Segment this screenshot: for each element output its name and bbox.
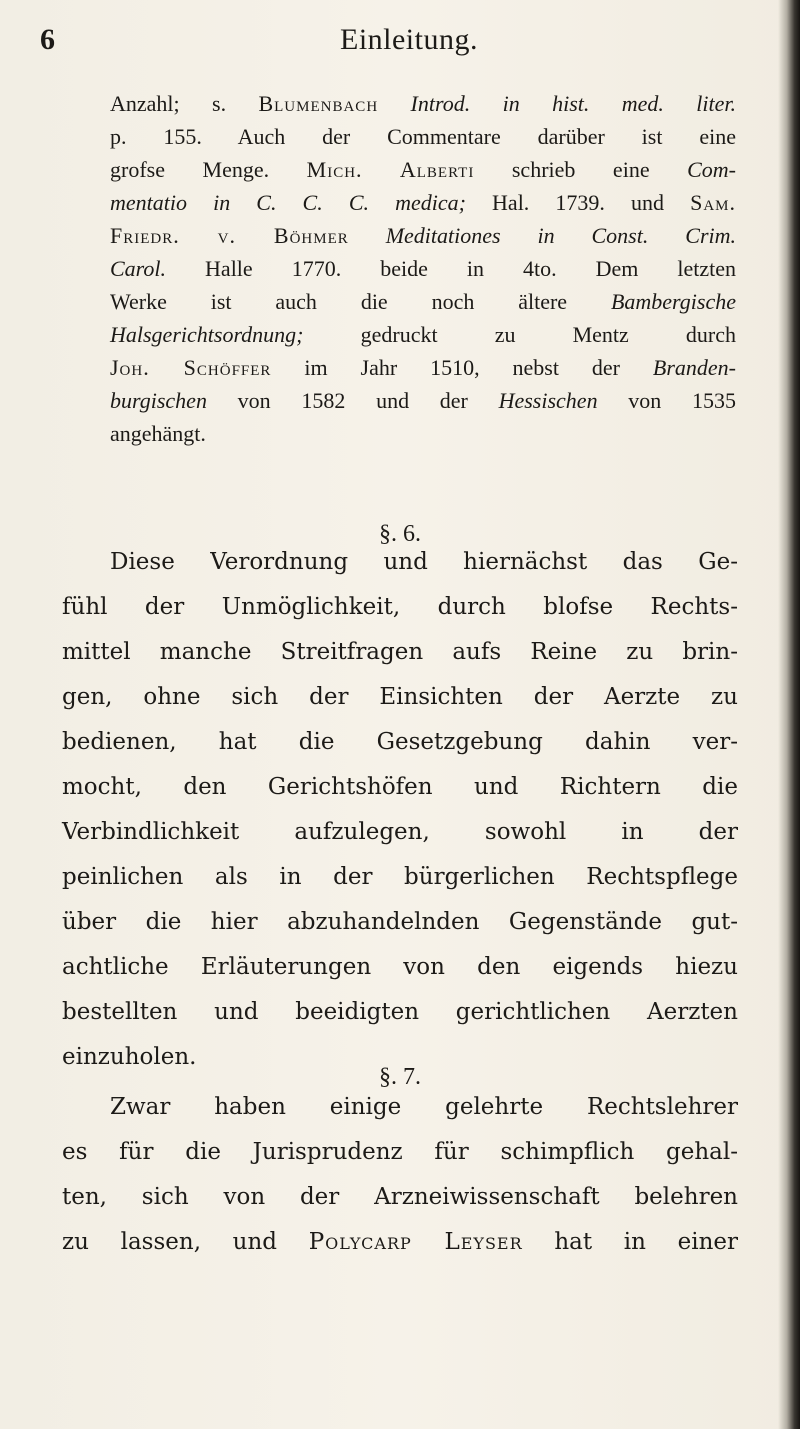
note-text-run: schrieb eine: [474, 157, 688, 182]
note-text-run: Joh. Schöffer: [110, 355, 272, 380]
section-7-line: [62, 1130, 738, 1175]
note-text-run: Halle 1770. beide in 4to. Dem letzten: [166, 256, 736, 281]
note-line: [110, 351, 736, 384]
note-text-run: Com-: [687, 157, 736, 182]
footnote-block: [110, 87, 736, 450]
section-7-line: [62, 1085, 738, 1130]
note-line: [110, 153, 736, 186]
note-text-run: Werke ist auch die noch ältere: [110, 289, 611, 314]
section-7-text-run: zu lassen, und: [62, 1229, 309, 1255]
section-7-text-run: ten, sich von der Arzneiwissenschaft belehren: [62, 1184, 738, 1210]
section-6-line: mocht, den Gerichtshöfen und Richtern die: [62, 774, 738, 800]
note-text-run: Friedr. v. Böhmer: [110, 223, 349, 248]
section-6-line: bedienen, hat die Gesetzgebung dahin ver-: [62, 729, 738, 755]
section-6-line: bestellten und beeidigten gerichtlichen Aerzten: [62, 999, 738, 1025]
note-text-run: Hal. 1739. und: [465, 190, 691, 215]
note-text-run: [378, 91, 410, 116]
note-text-run: burgischen: [110, 388, 207, 413]
note-text-run: Mich. Alberti: [306, 157, 475, 182]
note-line: [110, 384, 736, 417]
note-text-run: im Jahr 1510, nebst der: [271, 355, 653, 380]
section-6-line: peinlichen als in der bürgerlichen Rechtspflege: [62, 864, 738, 890]
note-text-run: mentatio in C. C. C. medica;: [110, 190, 466, 215]
note-line: [110, 120, 736, 153]
section-7-line: [62, 1220, 738, 1265]
note-text-run: Introd. in hist. med. liter.: [410, 91, 737, 116]
section-6-line: achtliche Erläuterungen von den eigends hiezu: [62, 954, 738, 980]
running-title: Einleitung.: [340, 23, 478, 56]
note-text-run: Carol.: [110, 256, 167, 281]
note-text-run: Blumenbach: [258, 91, 379, 116]
section-6-line: einzuholen.: [62, 1044, 197, 1070]
note-text-run: von 1582 und der: [206, 388, 499, 413]
note-text-run: Hessischen: [498, 388, 598, 413]
note-text-run: grofse Menge.: [110, 157, 307, 182]
note-text-run: Anzahl; s.: [110, 91, 259, 116]
section-6-line: mittel manche Streitfragen aufs Reine zu brin-: [62, 639, 738, 665]
note-text-run: angehängt.: [110, 421, 206, 446]
note-text-run: [349, 223, 386, 248]
note-text-run: p. 155. Auch der Commentare darüber ist eine: [110, 124, 736, 149]
section-6-line: über die hier abzuhandelnden Gegenstände gut-: [62, 909, 738, 935]
note-line: [110, 219, 736, 252]
note-line: [110, 87, 736, 120]
note-line: [110, 318, 736, 351]
section-6-line: Verbindlichkeit aufzulegen, sowohl in der: [62, 819, 738, 845]
note-text-run: Branden-: [652, 355, 737, 380]
section-6-line: fühl der Unmöglichkeit, durch blofse Rechts-: [62, 594, 738, 620]
section-7-text-run: Polycarp Leyser: [308, 1229, 523, 1255]
note-text-run: Halsgerichtsordnung;: [110, 322, 304, 347]
running-head: [40, 20, 740, 70]
section-6-text: [62, 540, 738, 1080]
note-text-run: Sam.: [690, 190, 736, 215]
section-7-text-run: hat in einer: [522, 1229, 738, 1255]
section-heading-7: §. 7.: [379, 1064, 421, 1090]
page-binding-shadow: [778, 0, 800, 1429]
note-line: [110, 186, 736, 219]
note-text-run: gedruckt zu Mentz durch: [303, 322, 736, 347]
page-number: 6: [40, 23, 55, 56]
section-7-text-run: es für die Jurisprudenz für schimpflich gehal-: [62, 1139, 738, 1165]
note-text-run: Bambergische: [610, 289, 736, 314]
section-6-line: gen, ohne sich der Einsichten der Aerzte zu: [62, 684, 738, 710]
note-line: [110, 417, 736, 450]
section-6-line: Diese Verordnung und hiernächst das Ge-: [110, 549, 738, 575]
note-line: [110, 285, 736, 318]
section-7-text-run: Zwar haben einige gelehrte Rechtslehrer: [110, 1094, 738, 1120]
note-line: [110, 252, 736, 285]
section-7-text: [62, 1085, 738, 1265]
section-heading-6: §. 6.: [379, 521, 421, 547]
note-text-run: von 1535: [597, 388, 736, 413]
note-text-run: Meditationes in Const. Crim.: [385, 223, 737, 248]
section-7-line: [62, 1175, 738, 1220]
